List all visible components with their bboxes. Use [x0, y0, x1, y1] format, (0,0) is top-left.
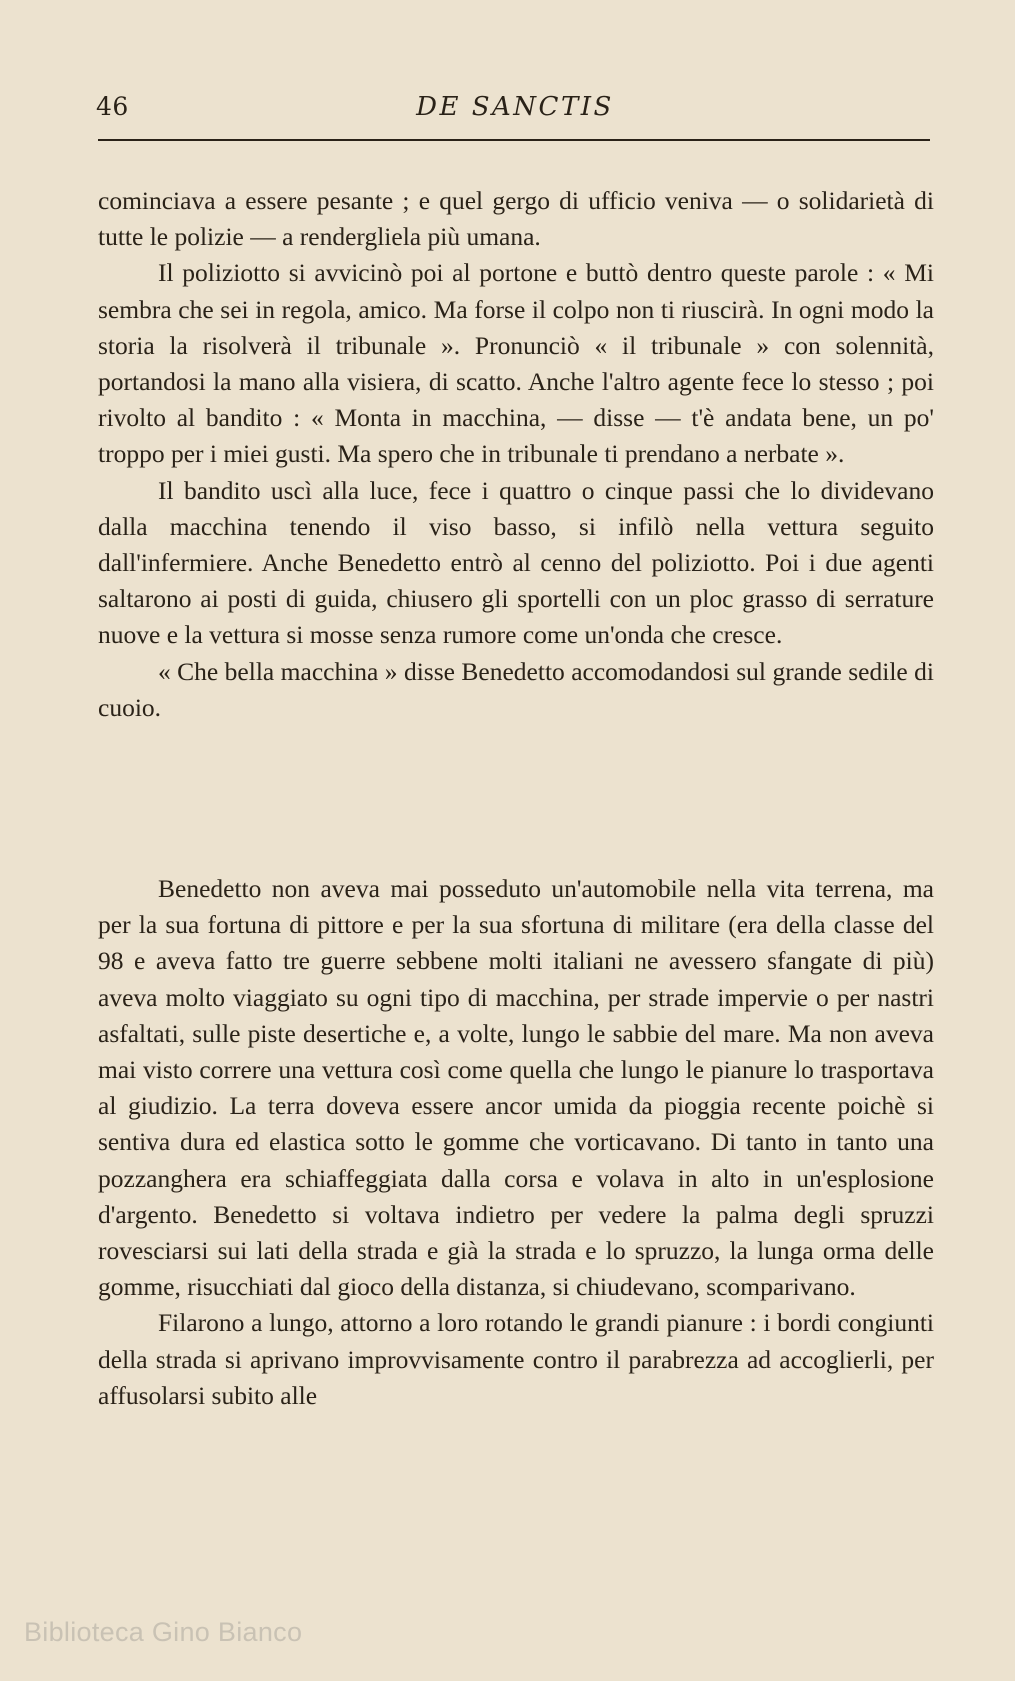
text-section-1	[98, 183, 934, 726]
paragraph: Filarono a lungo, attorno a loro rotando le grandi pianure : i bordi congiunti della strada si aprivano improvvisamente contro il parabrezza ad accoglierli, per affusolarsi subito alle	[98, 1308, 934, 1410]
running-head: DE SANCTIS	[416, 92, 614, 122]
header-rule	[98, 139, 930, 141]
text-section-2	[98, 871, 934, 1414]
library-watermark: Biblioteca Gino Bianco	[24, 1617, 303, 1647]
paragraph: Il poliziotto si avvicinò poi al portone e buttò dentro queste parole : « Mi sembra che sei in regola, amico. Ma forse il colpo non ti riuscirà. In ogni modo la storia la risolverà il tribunale ». Pronunciò « il tribunale » con solennità, portandosi la mano alla visiera, di scatto. Anche l'altro agente fece lo stesso ; poi rivolto al bandito : « Monta in macchina, — disse — t'è andata bene, un po' troppo per i miei gusti. Ma spero che in tribunale ti prendano a nerbate ».	[98, 258, 934, 469]
paragraph: « Che bella macchina » disse Benedetto accomodandosi sul grande sedile di cuoio.	[98, 656, 934, 722]
page-header	[96, 88, 934, 128]
paragraph: cominciava a essere pesante ; e quel gergo di ufficio veniva — o solidarietà di tutte le polizie — a rendergliela più umana.	[98, 186, 934, 252]
paragraph: Benedetto non aveva mai posseduto un'automobile nella vita terrena, ma per la sua fortuna di pittore e per la sua sfortuna di militare (era della classe del 98 e aveva fatto tre guerre sebbene molti italiani ne avessero sfangate di più) aveva molto viaggiato su ogni tipo di macchina, per strade impervie o per nastri asfaltati, sulle piste desertiche e, a volte, lungo le sabbie del mare. Ma non aveva mai visto correre una vettura così come quella che lungo le pianure lo trasportava al giudizio. La terra doveva essere ancor umida da pioggia recente poichè si sentiva dura ed elastica sotto le gomme che vorticavano. Di tanto in tanto una pozzanghera era schiaffeggiata dalla corsa e volava in alto in un'esplosione d'argento. Benedetto si voltava indietro per vedere la palma degli spruzzi rovesciarsi sui lati della strada e già la strada e lo spruzzo, la lunga orma delle gomme, risucchiati dal gioco della distanza, si chiudevano, scomparivano.	[98, 874, 934, 1302]
page-edge	[1015, 0, 1023, 1681]
page-number: 46	[96, 92, 129, 121]
paragraph: Il bandito uscì alla luce, fece i quattro o cinque passi che lo dividevano dalla macchina tenendo il viso basso, si infilò nella vettura seguito dall'infermiere. Anche Benedetto entrò al cenno del poliziotto. Poi i due agenti saltarono ai posti di guida, chiusero gli sportelli con un ploc grasso di serrature nuove e la vettura si mosse senza rumore come un'onda che cresce.	[98, 475, 934, 650]
